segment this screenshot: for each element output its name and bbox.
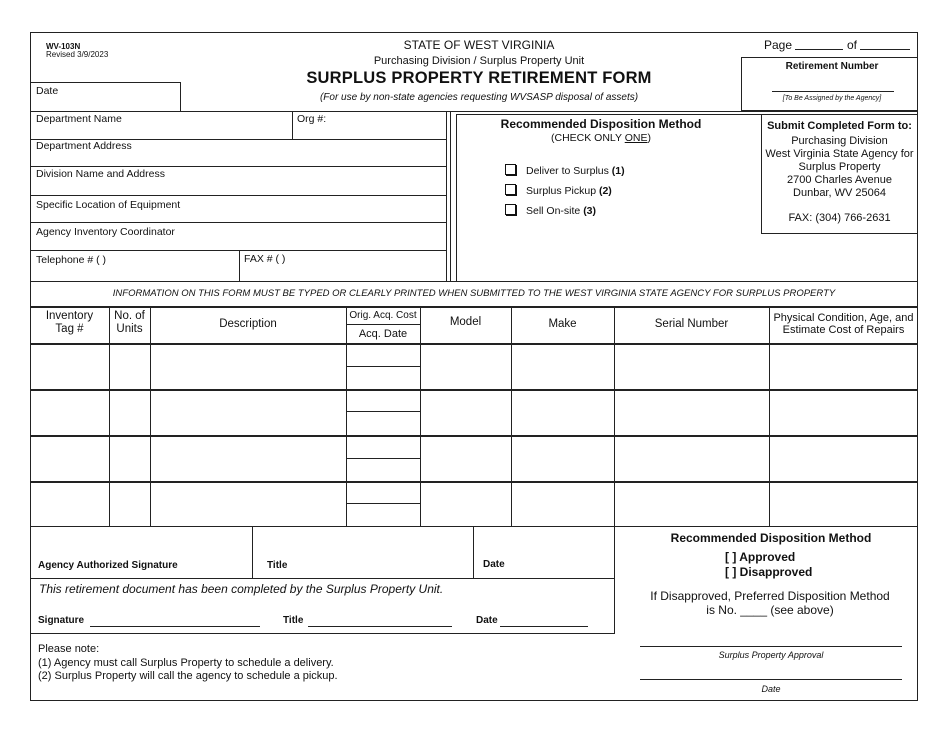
completed-note: This retirement document has been completed by the Surplus Property Unit. xyxy=(39,582,444,596)
department-address-field[interactable] xyxy=(31,140,446,166)
form-subtitle: (For use by non-state agencies requesting WVSASP disposal of assets) xyxy=(319,92,639,103)
info-banner: INFORMATION ON THIS FORM MUST BE TYPED OR CLEARLY PRINTED WHEN SUBMITTED TO THE WEST VIRGINIA STATE AGENCY FOR SURPLUS PROPERTY xyxy=(112,288,836,299)
col-serial: Serial Number xyxy=(654,318,729,330)
col-description: Description xyxy=(219,318,277,330)
surplus-approval-line[interactable] xyxy=(640,646,902,647)
col-make: Make xyxy=(548,318,577,330)
surplus-approval-label: Surplus Property Approval xyxy=(718,650,824,660)
agency-signature-field[interactable] xyxy=(31,527,251,577)
table-row[interactable] xyxy=(31,437,917,481)
fax-label: FAX # ( ) xyxy=(244,253,286,265)
sell-onsite-label: Sell On-site (3) xyxy=(526,205,597,217)
agency-date-field[interactable] xyxy=(474,527,613,577)
telephone-label: Telephone # ( ) xyxy=(36,254,107,266)
col-inventory-tag: Inventory Tag # xyxy=(45,310,94,335)
fax-field[interactable] xyxy=(240,251,446,281)
date-label: Date xyxy=(36,85,59,97)
form-code: WV-103N xyxy=(46,42,81,51)
approval-date-label: Date xyxy=(761,684,781,694)
approved-checkbox[interactable]: [ ] Approved xyxy=(725,550,796,564)
page-number-field[interactable] xyxy=(795,49,843,50)
submit-line-1: Purchasing Division xyxy=(791,135,888,147)
inventory-coordinator-label: Agency Inventory Coordinator xyxy=(36,226,175,238)
surplus-date-label: Date xyxy=(476,615,498,626)
page-label: Page xyxy=(764,38,793,52)
note-line-2: (2) Surplus Property will call the agency to schedule a pickup. xyxy=(38,670,338,682)
telephone-field[interactable] xyxy=(31,251,238,281)
surplus-signature-field[interactable] xyxy=(90,626,260,627)
approval-date-line[interactable] xyxy=(640,679,902,680)
agency-signature-label: Agency Authorized Signature xyxy=(38,560,178,571)
deliver-to-surplus-label: Deliver to Surplus (1) xyxy=(526,165,625,177)
submit-line-2: West Virginia State Agency for xyxy=(765,148,914,160)
submit-line-4: 2700 Charles Avenue xyxy=(787,174,892,186)
date-field[interactable] xyxy=(31,83,180,111)
revised-date: Revised 3/9/2023 xyxy=(46,50,109,59)
note-line-1: (1) Agency must call Surplus Property to schedule a delivery. xyxy=(38,657,334,669)
division-name-field[interactable] xyxy=(31,167,446,195)
check-only-one: (CHECK ONLY ONE) xyxy=(551,132,651,144)
submit-line-5: Dunbar, WV 25064 xyxy=(793,187,886,199)
of-label: of xyxy=(847,38,858,52)
col-orig-cost: Orig. Acq. Cost xyxy=(349,310,417,321)
equipment-location-label: Specific Location of Equipment xyxy=(36,199,181,211)
retirement-number-label: Retirement Number xyxy=(785,61,879,72)
department-name-field[interactable] xyxy=(31,112,291,139)
agency-title-field[interactable] xyxy=(253,527,472,577)
sell-onsite-checkbox[interactable] xyxy=(505,204,516,215)
surplus-pickup-checkbox[interactable] xyxy=(505,184,516,195)
surplus-date-field[interactable] xyxy=(500,626,588,627)
page-title: SURPLUS PROPERTY RETIREMENT FORM xyxy=(306,69,652,87)
page-total-field[interactable] xyxy=(860,49,910,50)
equipment-location-field[interactable] xyxy=(31,196,446,222)
table-row[interactable] xyxy=(31,345,917,389)
agency-title-label: Title xyxy=(267,560,288,571)
surplus-title-field[interactable] xyxy=(308,626,452,627)
notes-heading: Please note: xyxy=(38,643,100,655)
col-model: Model xyxy=(449,316,482,328)
agency-date-label: Date xyxy=(483,559,505,570)
surplus-title-label: Title xyxy=(283,615,304,626)
department-name-label: Department Name xyxy=(36,113,122,125)
disapproved-checkbox[interactable]: [ ] Disapproved xyxy=(725,565,813,579)
table-row[interactable] xyxy=(31,391,917,435)
inventory-coordinator-field[interactable] xyxy=(31,223,446,250)
approval-title: Recommended Disposition Method xyxy=(670,531,872,545)
if-disapproved-text: If Disapproved, Preferred Disposition Method xyxy=(650,589,890,603)
deliver-to-surplus-checkbox[interactable] xyxy=(505,164,516,175)
org-field[interactable] xyxy=(293,112,446,139)
disposition-title: Recommended Disposition Method xyxy=(500,117,702,131)
division-heading: Purchasing Division / Surplus Property Unit xyxy=(373,55,585,67)
state-heading: STATE OF WEST VIRGINIA xyxy=(403,38,555,52)
col-condition: Physical Condition, Age, and Estimate Cost of Repairs xyxy=(773,312,914,336)
preferred-method-text: is No. ____ (see above) xyxy=(706,603,834,617)
submit-fax: FAX: (304) 766-2631 xyxy=(788,212,891,224)
org-label: Org #: xyxy=(297,113,327,125)
retirement-number-field[interactable] xyxy=(772,91,894,92)
department-address-label: Department Address xyxy=(36,140,132,152)
surplus-signature-label: Signature xyxy=(38,615,85,626)
submit-line-3: Surplus Property xyxy=(798,161,881,173)
col-units: No. of Units xyxy=(114,310,145,335)
submit-title: Submit Completed Form to: xyxy=(767,120,912,132)
retirement-number-note: [To Be Assigned by the Agency] xyxy=(782,95,882,102)
division-name-label: Division Name and Address xyxy=(36,168,165,180)
surplus-pickup-label: Surplus Pickup (2) xyxy=(526,185,612,197)
table-row[interactable] xyxy=(31,483,917,526)
col-acq-date: Acq. Date xyxy=(358,328,408,340)
